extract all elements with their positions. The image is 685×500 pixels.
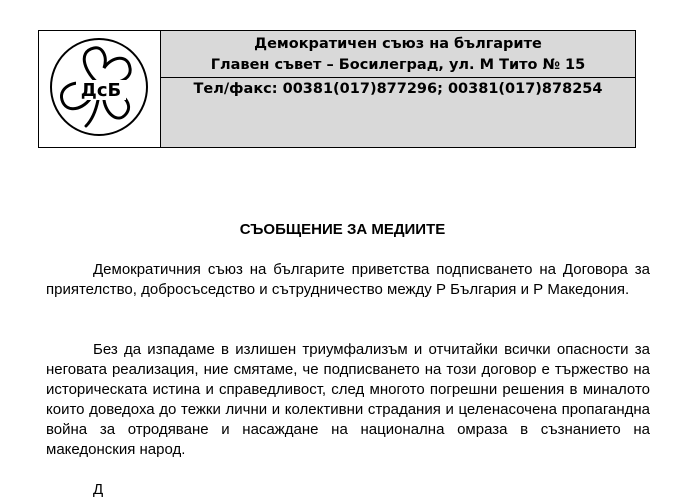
clover-logo-icon xyxy=(46,34,152,140)
logo-text: ДсБ xyxy=(80,80,122,101)
org-address: Главен съвет – Босилеград, ул. М Тито № 15 xyxy=(210,57,586,73)
letterhead-info xyxy=(161,31,635,147)
document-title: СЪОБЩЕНИЕ ЗА МЕДИИТЕ xyxy=(239,221,446,238)
paragraph-3: Д xyxy=(93,481,104,498)
letterhead-contact-block xyxy=(161,78,635,147)
paragraph-1: Демократичния съюз на българите приветства подписването на Договора за приятелство, добросъседство и сътрудничество между Р България и Р Македония. xyxy=(46,261,650,298)
logo-cell xyxy=(39,31,161,147)
org-name: Демократичен съюз на българите xyxy=(254,36,542,52)
org-phone-fax: Тел/факс: 00381(017)877296; 00381(017)878254 xyxy=(193,81,603,97)
letterhead-org-block xyxy=(161,31,635,78)
paragraph-2: Без да изпадаме в излишен триумфализъм и отчитайки всички опасности за неговата реализация, ние смятаме, че подписването на този договор е тържество на историческата истина и справедливост, след многото погрешни решения в миналото които доведоха до тежки лични и колективни страдания и целенасочена пропагандна война за отродяване и насаждане на национална омраза в съзнанието на македонския народ. xyxy=(46,341,650,458)
letterhead xyxy=(38,30,636,148)
